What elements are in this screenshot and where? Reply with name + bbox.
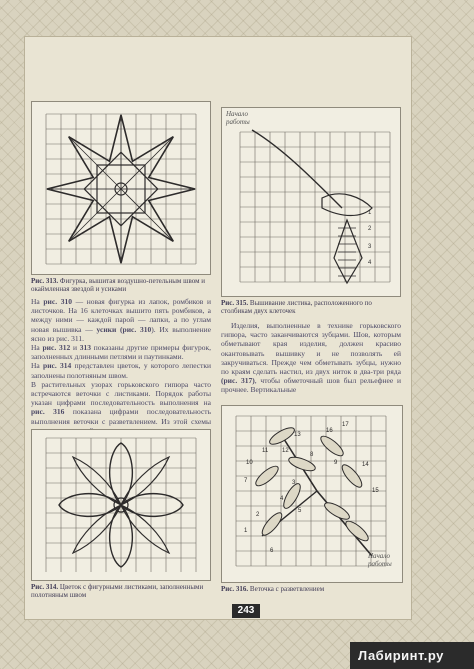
grid-number: 17 <box>342 422 349 428</box>
ref-fig-316: рис. 316 <box>31 407 65 417</box>
paragraph-4-a: В растительных узорах горьковского гипюра часто встречаются веточки с листиками. Порядок работы указан цифрами последовательность выполнения на <box>31 379 211 408</box>
bold-term-usiki: усики <box>96 324 117 334</box>
lace-star-figure <box>32 102 210 274</box>
branch-leaf <box>267 425 296 448</box>
figure-315-caption-number: Рис. 315. <box>221 299 249 307</box>
grid-number: 13 <box>294 432 301 438</box>
page-content-area <box>24 36 412 620</box>
grid-number: 10 <box>246 460 253 466</box>
figure-316-caption-text: Веточка с разветвлением <box>249 585 325 593</box>
grid-number: 7 <box>244 478 248 484</box>
paragraph-3-b: представлен цветок, у которого лепестки заполнены полотняным швом. <box>31 361 212 380</box>
paragraph-1-body: — новая фигурка из лапок, ромбиков и листочков. На 16 клеточках вышито пять ромбиков, а между ними — каждой парой — лапки, а по углам новая вышивка — <box>31 297 211 334</box>
leaf <box>121 505 169 553</box>
grid-number: 14 <box>362 462 369 468</box>
right-paragraph-body: Изделия, выполненные в технике горьковского гипюра, часто заканчиваются зубцами. Шов, которым обметывают края изделия, должен красиво окантовывать вышивку и не позволять ей закручиваться. Прежде чем обметывать зубцы, нужно по краям сделать настил, из двух ниток в два-три ряда <box>221 321 401 377</box>
figure-313-caption-number: Рис. 313. <box>31 277 59 285</box>
grid-number: 1 <box>244 528 248 534</box>
figure-314-caption <box>31 583 211 599</box>
ref-fig-317: (рис. 317) <box>221 376 255 386</box>
ref-fig-312: рис. 312 <box>42 343 71 353</box>
figure-313-illustration <box>31 101 211 275</box>
paragraph-2-a: На <box>31 343 43 353</box>
grid-number: 16 <box>326 428 333 434</box>
grid-number: 2 <box>368 226 372 232</box>
figure-316-caption-number: Рис. 316. <box>221 585 249 593</box>
paragraph-1-prefix: На <box>31 297 44 306</box>
paragraph-2-c: показаны другие примеры фигурок, заполненных длинными петлями и паутинками. <box>31 343 212 362</box>
grid-number: 9 <box>334 460 338 466</box>
grid-number: 5 <box>298 508 302 514</box>
figure-314-caption-number: Рис. 314. <box>31 583 59 591</box>
figure-314-caption-text: Цветок с фигурными листиками, заполненными полотняным швом <box>31 583 204 599</box>
grid-number: 11 <box>262 448 269 454</box>
ref-fig-314: рис. 314 <box>43 361 72 371</box>
grid-number: 2 <box>256 512 260 518</box>
ref-fig-310b: (рис. 310 <box>116 324 152 334</box>
grid-number: 6 <box>270 548 274 554</box>
grid-number: 4 <box>280 496 284 502</box>
paragraph-4-b: показана цифрами последовательность выполнения веточки с разветвлением. Из этой схемы <box>31 407 212 426</box>
ref-fig-313: 313 <box>79 343 92 353</box>
grid-number: 3 <box>292 480 296 486</box>
end-label: Начало работы <box>368 552 392 568</box>
figure-315-caption <box>221 299 401 315</box>
text-column-right <box>221 321 401 395</box>
watermark-label: Лабиринт.ру <box>350 642 474 669</box>
page-number: 243 <box>232 604 260 618</box>
leaf-shape <box>334 220 362 283</box>
leaf <box>73 505 121 553</box>
branch-leaf <box>322 500 351 523</box>
right-paragraph-end: , чтобы обметочный шов был рельефнее и прочнее. Вертикальные <box>221 376 401 395</box>
paragraph-3-a: На <box>31 361 44 371</box>
figure-316-illustration <box>221 405 403 583</box>
lace-flower-figure <box>32 430 210 580</box>
grid-number: 15 <box>372 488 379 494</box>
figure-313-caption-text: Фигурка, вышитая воздушно-петельным швом и окаймленная звездой и усиками <box>31 277 206 293</box>
grid-number: 12 <box>282 448 289 454</box>
leaf-stitch-diagram <box>222 108 400 296</box>
figure-316-caption <box>221 585 401 593</box>
grid-number: 3 <box>368 244 372 250</box>
leaf-loop <box>322 194 372 216</box>
figure-315-illustration <box>221 107 401 297</box>
ref-fig-310: рис. 310 <box>43 297 72 306</box>
paragraph-1-suffix: ). Их выполнение ясно из рис. 311. <box>31 324 211 343</box>
figure-314-illustration <box>31 429 211 581</box>
branch-leaf <box>343 518 371 544</box>
grid-number: 1 <box>368 210 372 216</box>
start-label: Начало работы <box>226 110 250 126</box>
text-column-left <box>31 297 211 444</box>
grid-number: 8 <box>310 452 314 458</box>
figure-315-caption-text: Вышивание листика, расположенного по столбикам двух клеточек <box>221 299 372 315</box>
figure-313-caption <box>31 277 211 293</box>
grid-number: 4 <box>368 260 372 266</box>
thread-line <box>252 130 342 208</box>
paragraph-2-b: и <box>70 343 80 353</box>
